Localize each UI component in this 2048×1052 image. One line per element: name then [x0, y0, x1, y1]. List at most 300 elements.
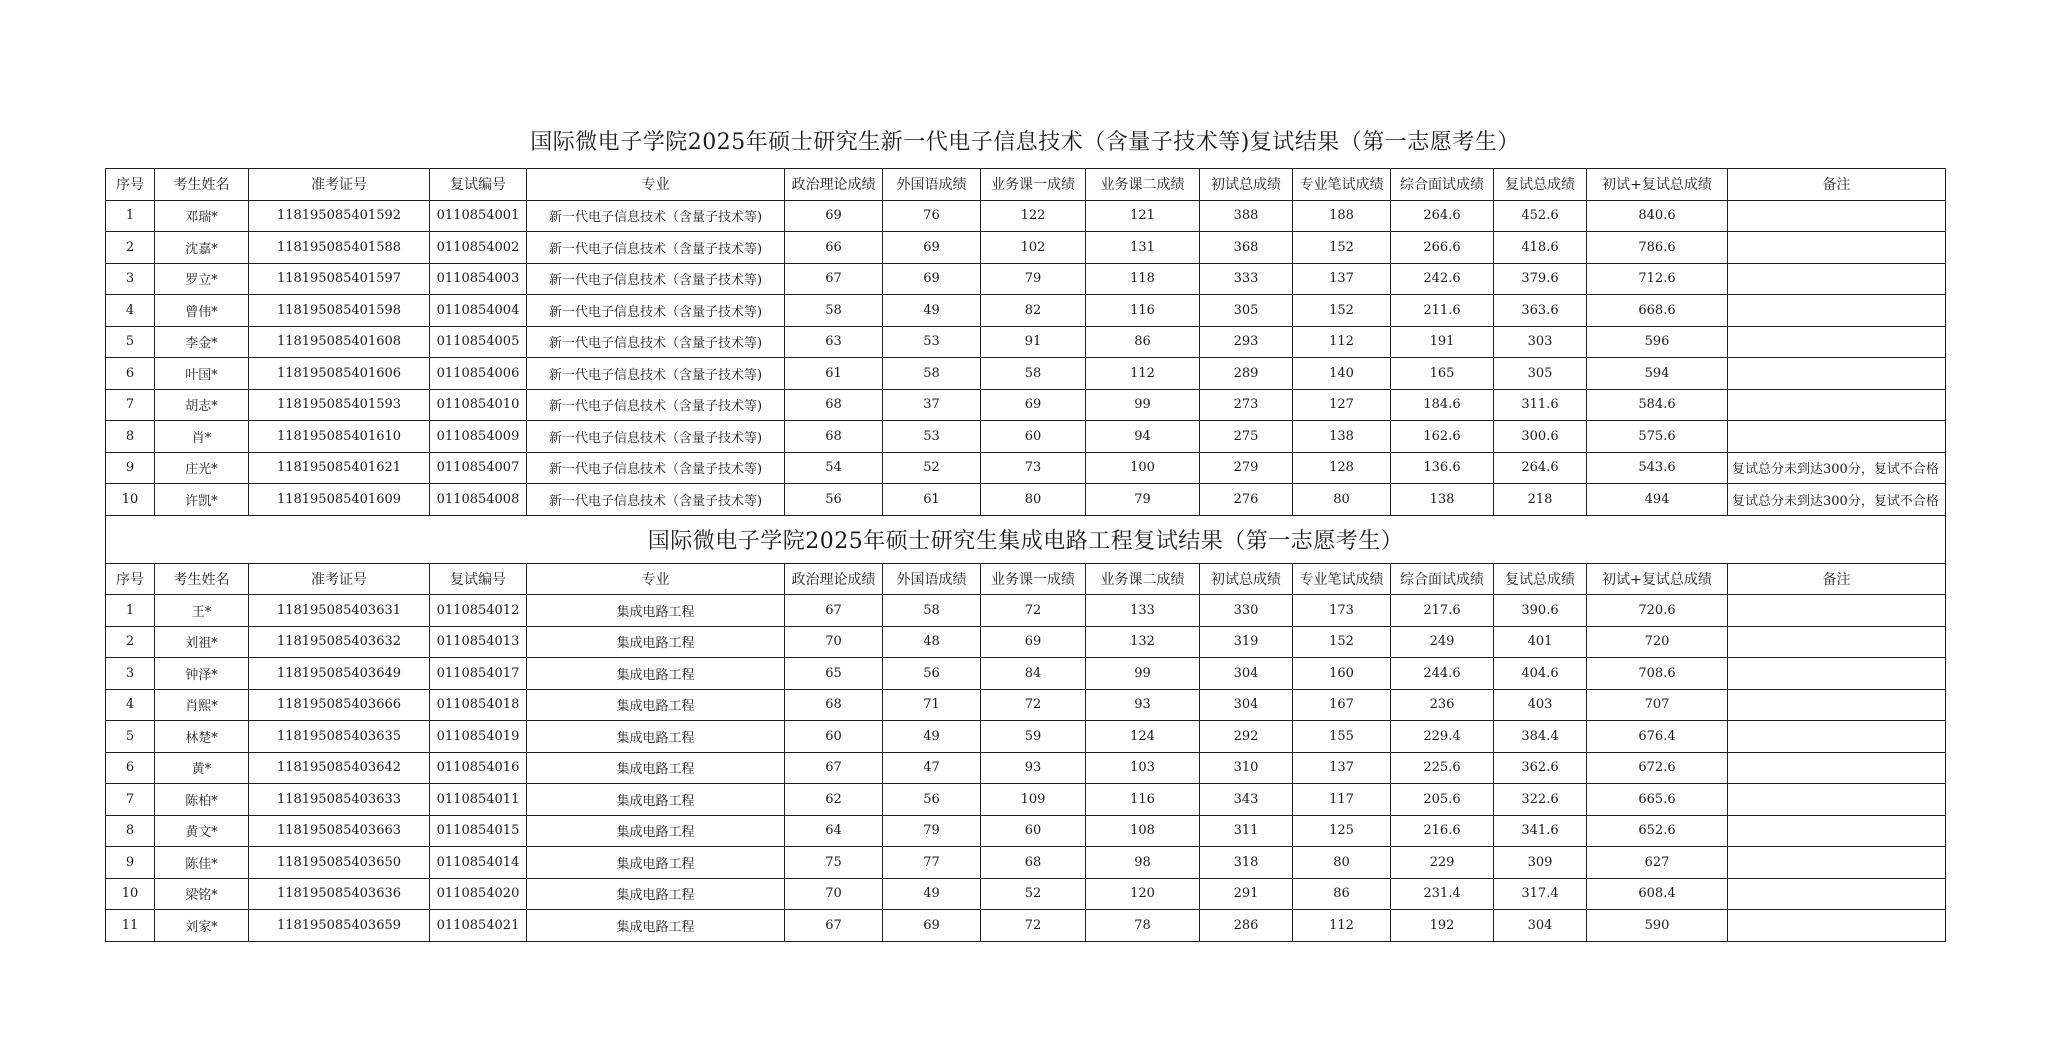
cell-foreign-language: 58 [883, 595, 981, 627]
cell-politics: 65 [785, 658, 883, 690]
cell-subject2: 116 [1086, 784, 1200, 816]
cell-name: 许凯* [155, 484, 249, 516]
cell-written: 117 [1293, 784, 1391, 816]
cell-written: 80 [1293, 847, 1391, 879]
cell-written: 86 [1293, 878, 1391, 910]
section2-title-row [106, 515, 1946, 563]
cell-name: 梁铭* [155, 878, 249, 910]
cell-exam-id: 118195085403666 [249, 689, 430, 721]
cell-remarks [1728, 421, 1946, 453]
cell-foreign-language: 76 [883, 200, 981, 232]
cell-retest-id: 0110854010 [430, 389, 527, 421]
cell-exam-id: 118195085401588 [249, 232, 430, 264]
cell-subject2: 78 [1086, 910, 1200, 942]
cell-subject1: 60 [981, 421, 1086, 453]
cell-written: 152 [1293, 295, 1391, 327]
section2-header-row [106, 563, 1946, 595]
cell-grand-total: 786.6 [1587, 232, 1728, 264]
cell-retest-id: 0110854016 [430, 752, 527, 784]
cell-subject2: 94 [1086, 421, 1200, 453]
cell-retest-total: 311.6 [1494, 389, 1587, 421]
header-name: 考生姓名 [155, 169, 249, 201]
cell-remarks: 复试总分未到达300分，复试不合格 [1728, 452, 1946, 484]
cell-remarks [1728, 689, 1946, 721]
cell-index: 3 [106, 263, 155, 295]
cell-grand-total: 596 [1587, 326, 1728, 358]
cell-major: 集成电路工程 [527, 721, 785, 753]
cell-name: 罗立* [155, 263, 249, 295]
header-exam-id: 准考证号 [249, 563, 430, 595]
cell-written: 137 [1293, 752, 1391, 784]
cell-politics: 62 [785, 784, 883, 816]
cell-politics: 60 [785, 721, 883, 753]
table-row [106, 389, 1946, 421]
cell-name: 叶国* [155, 358, 249, 390]
cell-name: 庄光* [155, 452, 249, 484]
cell-grand-total: 720.6 [1587, 595, 1728, 627]
cell-index: 9 [106, 847, 155, 879]
cell-interview: 242.6 [1391, 263, 1494, 295]
header-exam-id: 准考证号 [249, 169, 430, 201]
cell-major: 新一代电子信息技术（含量子技术等) [527, 358, 785, 390]
cell-retest-id: 0110854015 [430, 815, 527, 847]
cell-grand-total: 668.6 [1587, 295, 1728, 327]
table-row [106, 721, 1946, 753]
cell-name: 肖* [155, 421, 249, 453]
cell-foreign-language: 69 [883, 232, 981, 264]
cell-index: 3 [106, 658, 155, 690]
cell-interview: 162.6 [1391, 421, 1494, 453]
cell-retest-id: 0110854011 [430, 784, 527, 816]
cell-retest-total: 309 [1494, 847, 1587, 879]
cell-grand-total: 707 [1587, 689, 1728, 721]
cell-subject2: 116 [1086, 295, 1200, 327]
cell-subject1: 73 [981, 452, 1086, 484]
section1-header-row [106, 169, 1946, 201]
cell-subject2: 108 [1086, 815, 1200, 847]
cell-major: 集成电路工程 [527, 847, 785, 879]
header-foreign-language: 外国语成绩 [883, 169, 981, 201]
header-remarks: 备注 [1728, 563, 1946, 595]
cell-subject1: 72 [981, 595, 1086, 627]
header-written: 专业笔试成绩 [1293, 563, 1391, 595]
cell-initial-total: 292 [1200, 721, 1293, 753]
cell-major: 集成电路工程 [527, 752, 785, 784]
cell-retest-id: 0110854001 [430, 200, 527, 232]
cell-interview: 264.6 [1391, 200, 1494, 232]
cell-initial-total: 279 [1200, 452, 1293, 484]
cell-initial-total: 304 [1200, 658, 1293, 690]
table-row [106, 484, 1946, 516]
table-row [106, 358, 1946, 390]
cell-subject2: 103 [1086, 752, 1200, 784]
cell-retest-total: 322.6 [1494, 784, 1587, 816]
cell-interview: 249 [1391, 626, 1494, 658]
cell-interview: 217.6 [1391, 595, 1494, 627]
table-row [106, 200, 1946, 232]
header-index: 序号 [106, 169, 155, 201]
cell-index: 8 [106, 815, 155, 847]
cell-interview: 266.6 [1391, 232, 1494, 264]
cell-index: 11 [106, 910, 155, 942]
cell-politics: 67 [785, 910, 883, 942]
cell-retest-total: 305 [1494, 358, 1587, 390]
cell-foreign-language: 48 [883, 626, 981, 658]
cell-grand-total: 840.6 [1587, 200, 1728, 232]
cell-subject2: 100 [1086, 452, 1200, 484]
cell-initial-total: 304 [1200, 689, 1293, 721]
cell-subject2: 121 [1086, 200, 1200, 232]
cell-retest-id: 0110854004 [430, 295, 527, 327]
cell-written: 80 [1293, 484, 1391, 516]
cell-foreign-language: 58 [883, 358, 981, 390]
cell-retest-total: 384.4 [1494, 721, 1587, 753]
cell-initial-total: 388 [1200, 200, 1293, 232]
cell-initial-total: 311 [1200, 815, 1293, 847]
cell-name: 陈佳* [155, 847, 249, 879]
cell-retest-id: 0110854019 [430, 721, 527, 753]
header-grand-total: 初试+复试总成绩 [1587, 563, 1728, 595]
cell-retest-total: 341.6 [1494, 815, 1587, 847]
cell-politics: 70 [785, 878, 883, 910]
header-grand-total: 初试+复试总成绩 [1587, 169, 1728, 201]
cell-grand-total: 672.6 [1587, 752, 1728, 784]
cell-exam-id: 118195085403659 [249, 910, 430, 942]
cell-subject1: 102 [981, 232, 1086, 264]
cell-initial-total: 273 [1200, 389, 1293, 421]
cell-subject1: 59 [981, 721, 1086, 753]
cell-interview: 184.6 [1391, 389, 1494, 421]
cell-written: 140 [1293, 358, 1391, 390]
cell-interview: 225.6 [1391, 752, 1494, 784]
cell-index: 4 [106, 295, 155, 327]
cell-grand-total: 676.4 [1587, 721, 1728, 753]
cell-interview: 165 [1391, 358, 1494, 390]
cell-written: 112 [1293, 326, 1391, 358]
header-retest-id: 复试编号 [430, 169, 527, 201]
cell-written: 188 [1293, 200, 1391, 232]
cell-subject2: 93 [1086, 689, 1200, 721]
cell-politics: 75 [785, 847, 883, 879]
cell-retest-id: 0110854007 [430, 452, 527, 484]
cell-subject1: 72 [981, 910, 1086, 942]
cell-grand-total: 627 [1587, 847, 1728, 879]
cell-foreign-language: 56 [883, 658, 981, 690]
cell-subject1: 68 [981, 847, 1086, 879]
header-major: 专业 [527, 563, 785, 595]
cell-politics: 64 [785, 815, 883, 847]
header-interview: 综合面试成绩 [1391, 169, 1494, 201]
cell-major: 新一代电子信息技术（含量子技术等) [527, 295, 785, 327]
cell-exam-id: 118195085401609 [249, 484, 430, 516]
header-subject1: 业务课一成绩 [981, 169, 1086, 201]
cell-initial-total: 291 [1200, 878, 1293, 910]
cell-foreign-language: 79 [883, 815, 981, 847]
cell-written: 127 [1293, 389, 1391, 421]
cell-exam-id: 118195085401592 [249, 200, 430, 232]
cell-subject1: 82 [981, 295, 1086, 327]
cell-initial-total: 333 [1200, 263, 1293, 295]
header-name: 考生姓名 [155, 563, 249, 595]
cell-exam-id: 118195085401608 [249, 326, 430, 358]
table-row [106, 815, 1946, 847]
cell-name: 肖熙* [155, 689, 249, 721]
cell-major: 集成电路工程 [527, 595, 785, 627]
table-row [106, 326, 1946, 358]
cell-remarks [1728, 658, 1946, 690]
cell-grand-total: 720 [1587, 626, 1728, 658]
cell-initial-total: 318 [1200, 847, 1293, 879]
cell-subject1: 122 [981, 200, 1086, 232]
cell-index: 7 [106, 784, 155, 816]
cell-subject2: 79 [1086, 484, 1200, 516]
cell-major: 集成电路工程 [527, 815, 785, 847]
cell-subject2: 120 [1086, 878, 1200, 910]
table-row [106, 295, 1946, 327]
cell-exam-id: 118195085403632 [249, 626, 430, 658]
cell-remarks [1728, 784, 1946, 816]
cell-subject1: 80 [981, 484, 1086, 516]
cell-exam-id: 118195085403631 [249, 595, 430, 627]
cell-name: 沈嘉* [155, 232, 249, 264]
cell-subject2: 124 [1086, 721, 1200, 753]
table-row [106, 878, 1946, 910]
table-row [106, 452, 1946, 484]
cell-grand-total: 584.6 [1587, 389, 1728, 421]
cell-retest-id: 0110854021 [430, 910, 527, 942]
cell-index: 5 [106, 721, 155, 753]
cell-major: 集成电路工程 [527, 910, 785, 942]
cell-foreign-language: 77 [883, 847, 981, 879]
table-row [106, 626, 1946, 658]
results-table [105, 168, 1946, 942]
cell-retest-total: 300.6 [1494, 421, 1587, 453]
cell-retest-total: 218 [1494, 484, 1587, 516]
cell-interview: 244.6 [1391, 658, 1494, 690]
cell-interview: 138 [1391, 484, 1494, 516]
cell-name: 胡志* [155, 389, 249, 421]
cell-subject2: 132 [1086, 626, 1200, 658]
cell-retest-id: 0110854018 [430, 689, 527, 721]
cell-retest-id: 0110854005 [430, 326, 527, 358]
cell-remarks [1728, 389, 1946, 421]
cell-retest-total: 363.6 [1494, 295, 1587, 327]
cell-written: 137 [1293, 263, 1391, 295]
cell-foreign-language: 49 [883, 295, 981, 327]
table-row [106, 689, 1946, 721]
cell-politics: 61 [785, 358, 883, 390]
cell-politics: 67 [785, 595, 883, 627]
cell-exam-id: 118195085401606 [249, 358, 430, 390]
cell-grand-total: 652.6 [1587, 815, 1728, 847]
cell-retest-total: 403 [1494, 689, 1587, 721]
cell-retest-total: 452.6 [1494, 200, 1587, 232]
header-retest-total: 复试总成绩 [1494, 563, 1587, 595]
cell-retest-total: 362.6 [1494, 752, 1587, 784]
header-subject1: 业务课一成绩 [981, 563, 1086, 595]
table-row [106, 595, 1946, 627]
cell-subject2: 112 [1086, 358, 1200, 390]
cell-index: 7 [106, 389, 155, 421]
cell-foreign-language: 69 [883, 910, 981, 942]
cell-politics: 68 [785, 389, 883, 421]
header-interview: 综合面试成绩 [1391, 563, 1494, 595]
cell-initial-total: 286 [1200, 910, 1293, 942]
cell-written: 152 [1293, 626, 1391, 658]
table-row [106, 752, 1946, 784]
cell-retest-total: 418.6 [1494, 232, 1587, 264]
cell-initial-total: 310 [1200, 752, 1293, 784]
cell-retest-id: 0110854012 [430, 595, 527, 627]
cell-retest-total: 303 [1494, 326, 1587, 358]
cell-subject1: 72 [981, 689, 1086, 721]
cell-index: 6 [106, 752, 155, 784]
cell-grand-total: 494 [1587, 484, 1728, 516]
cell-index: 4 [106, 689, 155, 721]
cell-written: 152 [1293, 232, 1391, 264]
cell-exam-id: 118195085403663 [249, 815, 430, 847]
cell-major: 新一代电子信息技术（含量子技术等) [527, 232, 785, 264]
cell-major: 集成电路工程 [527, 878, 785, 910]
cell-subject1: 109 [981, 784, 1086, 816]
header-major: 专业 [527, 169, 785, 201]
cell-politics: 63 [785, 326, 883, 358]
cell-retest-total: 264.6 [1494, 452, 1587, 484]
cell-politics: 70 [785, 626, 883, 658]
cell-remarks [1728, 721, 1946, 753]
cell-interview: 229.4 [1391, 721, 1494, 753]
cell-index: 2 [106, 232, 155, 264]
cell-interview: 191 [1391, 326, 1494, 358]
cell-major: 集成电路工程 [527, 689, 785, 721]
cell-retest-id: 0110854020 [430, 878, 527, 910]
cell-written: 160 [1293, 658, 1391, 690]
table-row [106, 910, 1946, 942]
cell-subject2: 133 [1086, 595, 1200, 627]
cell-retest-id: 0110854008 [430, 484, 527, 516]
cell-subject2: 131 [1086, 232, 1200, 264]
cell-retest-total: 404.6 [1494, 658, 1587, 690]
cell-written: 128 [1293, 452, 1391, 484]
cell-politics: 66 [785, 232, 883, 264]
cell-name: 黄* [155, 752, 249, 784]
cell-index: 9 [106, 452, 155, 484]
cell-grand-total: 543.6 [1587, 452, 1728, 484]
cell-subject1: 79 [981, 263, 1086, 295]
cell-initial-total: 293 [1200, 326, 1293, 358]
cell-grand-total: 575.6 [1587, 421, 1728, 453]
cell-initial-total: 330 [1200, 595, 1293, 627]
cell-interview: 216.6 [1391, 815, 1494, 847]
cell-name: 李金* [155, 326, 249, 358]
cell-politics: 58 [785, 295, 883, 327]
cell-retest-total: 390.6 [1494, 595, 1587, 627]
cell-exam-id: 118195085401597 [249, 263, 430, 295]
cell-remarks [1728, 878, 1946, 910]
cell-remarks [1728, 295, 1946, 327]
table-row [106, 847, 1946, 879]
header-politics: 政治理论成绩 [785, 169, 883, 201]
table-row [106, 263, 1946, 295]
cell-subject1: 91 [981, 326, 1086, 358]
cell-politics: 56 [785, 484, 883, 516]
table-row [106, 658, 1946, 690]
cell-subject1: 93 [981, 752, 1086, 784]
cell-name: 曾伟* [155, 295, 249, 327]
cell-written: 125 [1293, 815, 1391, 847]
cell-name: 王* [155, 595, 249, 627]
cell-grand-total: 608.4 [1587, 878, 1728, 910]
cell-foreign-language: 69 [883, 263, 981, 295]
cell-written: 112 [1293, 910, 1391, 942]
header-initial-total: 初试总成绩 [1200, 169, 1293, 201]
header-index: 序号 [106, 563, 155, 595]
cell-politics: 68 [785, 421, 883, 453]
table-row [106, 232, 1946, 264]
cell-exam-id: 118195085401598 [249, 295, 430, 327]
cell-subject1: 52 [981, 878, 1086, 910]
cell-major: 新一代电子信息技术（含量子技术等) [527, 421, 785, 453]
cell-interview: 211.6 [1391, 295, 1494, 327]
cell-retest-total: 304 [1494, 910, 1587, 942]
cell-subject1: 60 [981, 815, 1086, 847]
cell-retest-id: 0110854017 [430, 658, 527, 690]
cell-foreign-language: 61 [883, 484, 981, 516]
cell-retest-id: 0110854009 [430, 421, 527, 453]
cell-index: 2 [106, 626, 155, 658]
cell-retest-id: 0110854006 [430, 358, 527, 390]
header-written: 专业笔试成绩 [1293, 169, 1391, 201]
cell-index: 1 [106, 200, 155, 232]
cell-subject2: 118 [1086, 263, 1200, 295]
cell-foreign-language: 52 [883, 452, 981, 484]
cell-major: 新一代电子信息技术（含量子技术等) [527, 326, 785, 358]
cell-name: 刘祖* [155, 626, 249, 658]
cell-name: 陈柏* [155, 784, 249, 816]
cell-exam-id: 118195085403633 [249, 784, 430, 816]
section1-title: 国际微电子学院2025年硕士研究生新一代电子信息技术（含量子技术等)复试结果（第一志愿考生） [530, 130, 1520, 155]
cell-retest-total: 401 [1494, 626, 1587, 658]
cell-subject1: 84 [981, 658, 1086, 690]
cell-exam-id: 118195085403642 [249, 752, 430, 784]
cell-politics: 68 [785, 689, 883, 721]
cell-interview: 205.6 [1391, 784, 1494, 816]
cell-index: 8 [106, 421, 155, 453]
cell-grand-total: 590 [1587, 910, 1728, 942]
cell-remarks [1728, 358, 1946, 390]
cell-index: 10 [106, 878, 155, 910]
cell-foreign-language: 71 [883, 689, 981, 721]
cell-grand-total: 665.6 [1587, 784, 1728, 816]
cell-initial-total: 368 [1200, 232, 1293, 264]
cell-politics: 54 [785, 452, 883, 484]
cell-subject1: 58 [981, 358, 1086, 390]
cell-major: 集成电路工程 [527, 658, 785, 690]
cell-foreign-language: 56 [883, 784, 981, 816]
cell-index: 10 [106, 484, 155, 516]
cell-major: 新一代电子信息技术（含量子技术等) [527, 263, 785, 295]
cell-exam-id: 118195085401610 [249, 421, 430, 453]
cell-written: 167 [1293, 689, 1391, 721]
cell-name: 邓瑞* [155, 200, 249, 232]
cell-remarks [1728, 910, 1946, 942]
cell-subject2: 98 [1086, 847, 1200, 879]
header-subject2: 业务课二成绩 [1086, 169, 1200, 201]
header-foreign-language: 外国语成绩 [883, 563, 981, 595]
cell-remarks [1728, 200, 1946, 232]
cell-foreign-language: 53 [883, 421, 981, 453]
cell-foreign-language: 53 [883, 326, 981, 358]
